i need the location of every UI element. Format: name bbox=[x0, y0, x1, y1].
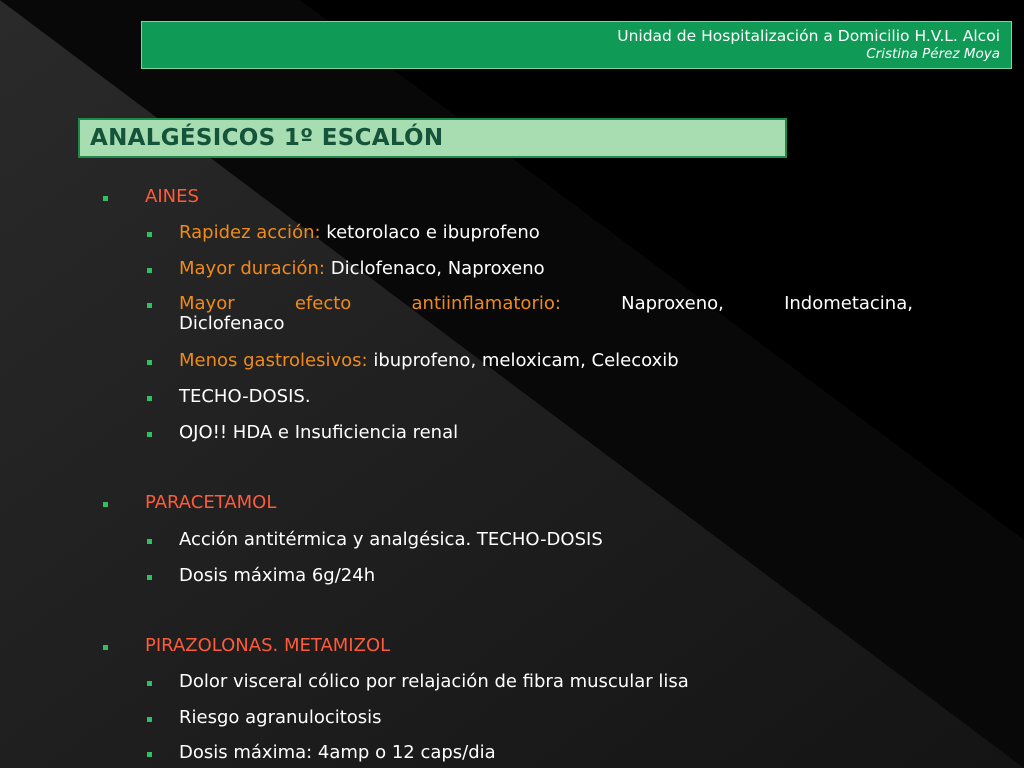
item-label: Menos gastrolesivos: bbox=[179, 350, 368, 371]
section-heading-aines: AINES bbox=[145, 186, 199, 207]
item-text: ibuprofeno, meloxicam, Celecoxib bbox=[367, 350, 679, 371]
header-organization: Unidad de Hospitalización a Domicilio H.V.L. Alcoi bbox=[617, 27, 1000, 45]
section-heading-paracetamol: PARACETAMOL bbox=[145, 492, 277, 513]
item-text-word: Indometacina, bbox=[784, 293, 913, 314]
bullet-icon bbox=[147, 539, 152, 544]
bullet-icon bbox=[147, 232, 152, 237]
bullet-icon bbox=[103, 502, 108, 507]
section-heading-pirazolonas: PIRAZOLONAS. METAMIZOL bbox=[145, 635, 391, 656]
item-label: Rapidez acción: bbox=[179, 222, 321, 243]
bullet-icon bbox=[147, 432, 152, 437]
list-item: TECHO-DOSIS. bbox=[179, 386, 311, 407]
header-author: Cristina Pérez Moya bbox=[866, 46, 1000, 62]
list-item bbox=[179, 350, 679, 372]
bullet-icon bbox=[103, 645, 108, 650]
item-text-word: Naproxeno, bbox=[621, 293, 724, 314]
list-item: Acción antitérmica y analgésica. TECHO-DOSIS bbox=[179, 529, 603, 550]
item-label-word: efecto bbox=[294, 293, 352, 314]
bullet-icon bbox=[147, 268, 152, 273]
list-item: Riesgo agranulocitosis bbox=[179, 707, 382, 728]
item-text-continuation: Diclofenaco bbox=[179, 313, 285, 334]
list-item: Dolor visceral cólico por relajación de fibra muscular lisa bbox=[179, 671, 689, 692]
item-text: ketorolaco e ibuprofeno bbox=[320, 222, 540, 243]
bullet-icon bbox=[147, 717, 152, 722]
bullet-icon bbox=[147, 396, 152, 401]
bullet-icon bbox=[147, 360, 152, 365]
bullet-icon bbox=[103, 196, 108, 201]
bullet-icon bbox=[147, 681, 152, 686]
list-item: Dosis máxima: 4amp o 12 caps/dia bbox=[179, 742, 496, 763]
item-text: Diclofenaco, Naproxeno bbox=[325, 258, 545, 279]
bullet-icon bbox=[147, 303, 152, 308]
bullet-icon bbox=[147, 575, 152, 580]
bullet-icon bbox=[147, 752, 152, 757]
item-label-word: antiinflamatorio: bbox=[411, 293, 561, 314]
slide-title: ANALGÉSICOS 1º ESCALÓN bbox=[90, 125, 444, 151]
list-item bbox=[179, 222, 540, 244]
list-item bbox=[179, 293, 913, 335]
list-item bbox=[179, 258, 545, 280]
list-item: OJO!! HDA e Insuficiencia renal bbox=[179, 422, 459, 443]
item-label: Mayor duración: bbox=[179, 258, 325, 279]
item-label-word: Mayor bbox=[179, 293, 235, 314]
list-item: Dosis máxima 6g/24h bbox=[179, 565, 376, 586]
